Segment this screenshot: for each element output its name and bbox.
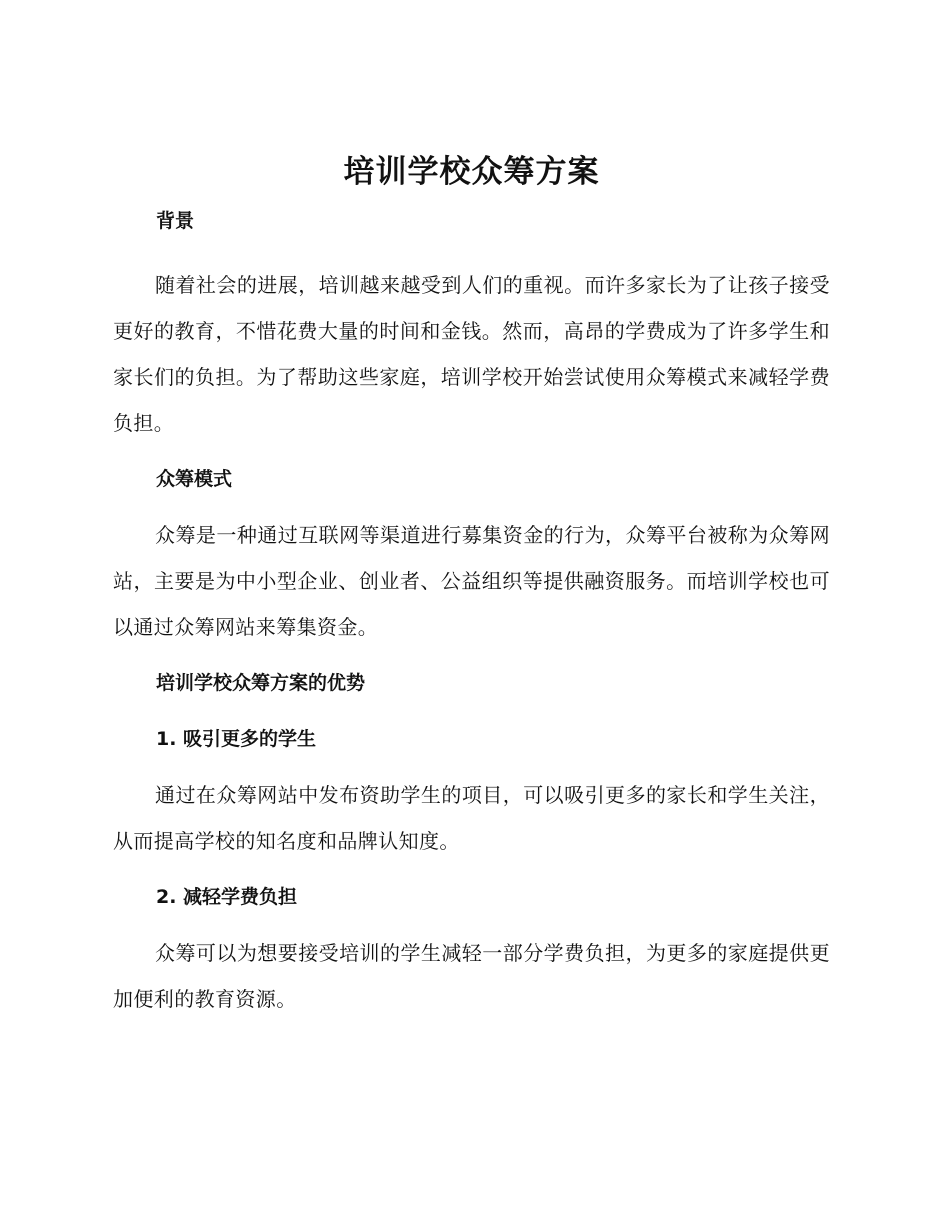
document-title: 培训学校众筹方案 [343, 154, 600, 190]
advantage-1-heading: 1. 吸引更多的学生 [156, 728, 317, 750]
crowdfunding-model-heading: 众筹模式 [156, 468, 233, 490]
background-heading: 背景 [156, 210, 195, 232]
background-paragraph: 随着社会的进展，培训越来越受到人们的重视。而许多家长为了让孩子接受更好的教育，不惜花费大量的时间和金钱。然而，高昂的学费成为了许多学生和家长们的负担。为了帮助这些家庭，培训学校开始尝试使用众筹模式来减轻学费负担。 [113, 273, 830, 435]
advantage-2-heading: 2. 减轻学费负担 [156, 886, 298, 908]
crowdfunding-model-paragraph: 众筹是一种通过互联网等渠道进行募集资金的行为，众筹平台被称为众筹网站，主要是为中小型企业、创业者、公益组织等提供融资服务。而培训学校也可以通过众筹网站来筹集资金。 [113, 523, 830, 639]
advantages-heading: 培训学校众筹方案的优势 [156, 672, 366, 694]
advantage-1-paragraph: 通过在众筹网站中发布资助学生的项目，可以吸引更多的家长和学生关注，从而提高学校的知名度和品牌认知度。 [113, 783, 830, 853]
advantage-2-paragraph: 众筹可以为想要接受培训的学生减轻一部分学费负担，为更多的家庭提供更加便利的教育资源。 [113, 941, 830, 1011]
